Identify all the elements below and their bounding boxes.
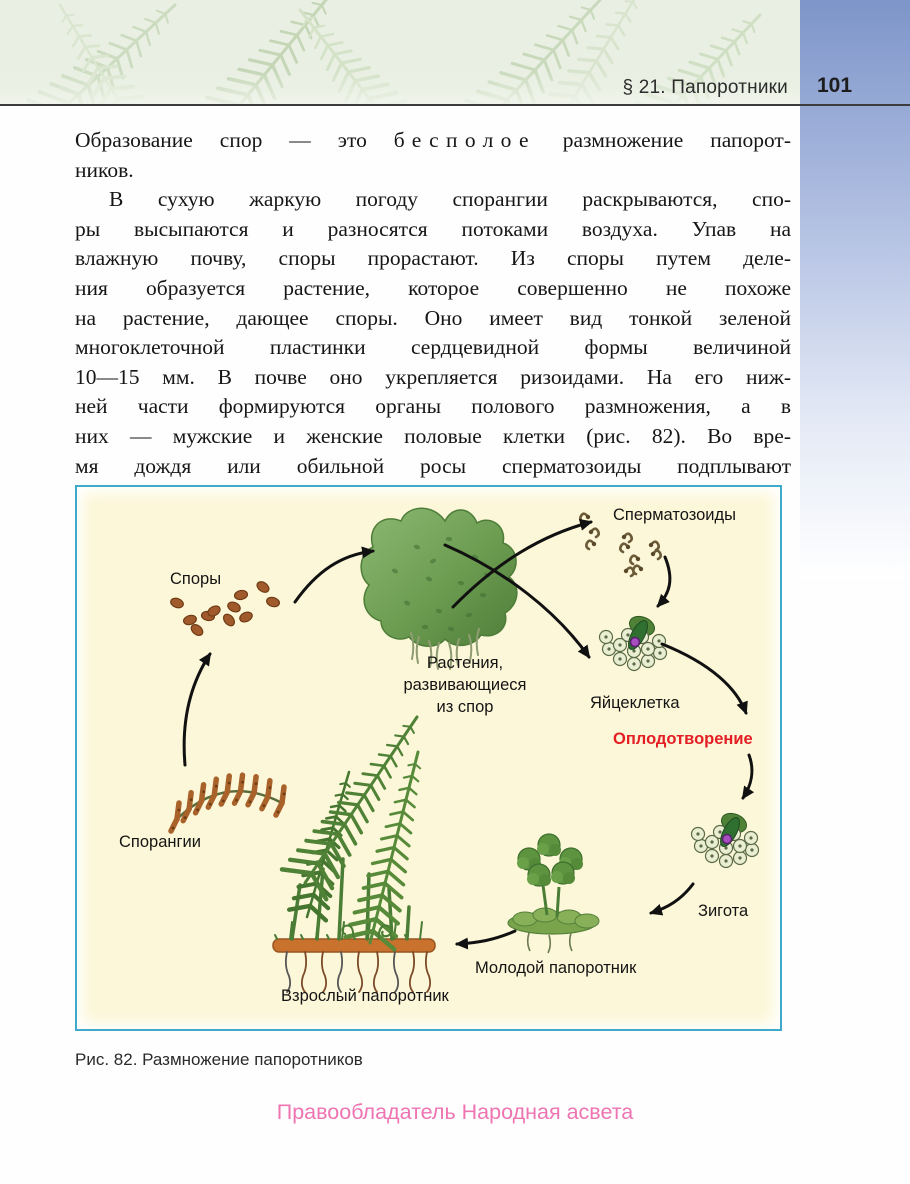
label-plants-from-spores [390, 652, 540, 718]
body-text-line: ников. [75, 157, 134, 182]
label-line: Растения, [426, 654, 504, 672]
body-text-segment: Образование спор — это [75, 128, 394, 152]
body-text-line [75, 126, 791, 156]
label-young-fern: Молодой папоротник [475, 959, 637, 977]
label-sporangia: Спорангии [119, 833, 201, 851]
fern-lifecycle-illustration [77, 487, 780, 1029]
body-text-line: В сухую жаркую погоду спорангии раскрываются, спо- [109, 187, 791, 212]
body-text [75, 126, 791, 481]
figure-box [75, 485, 782, 1031]
page-number: 101 [817, 74, 853, 97]
header-rule [0, 104, 910, 106]
body-text-line: ней части формируются органы полового размножения, а в [75, 394, 791, 419]
body-text-line: ры высыпаются и разносятся потоками воздуха. Упав на [75, 216, 791, 241]
label-spores: Споры [170, 570, 222, 588]
body-text-line: них — мужские и женские половые клетки (рис. 82). Во вре- [75, 423, 791, 448]
label-spermatozoids: Сперматозоиды [613, 506, 736, 524]
body-text-line: на растение, дающее споры. Оно имеет вид тонкой зеленой [75, 305, 791, 330]
label-egg-cell: Яйцеклетка [590, 694, 680, 712]
label-zygote: Зигота [698, 902, 749, 920]
body-text-line: влажную почву, споры прорастают. Из споры путем деле- [75, 246, 791, 271]
body-text-line: ния образуется растение, которое совершенно не похоже [75, 275, 791, 300]
label-fertilization: Оплодотворение [613, 730, 753, 748]
section-title: § 21. Папоротники [622, 77, 788, 98]
emphasized-word: бесполое [393, 128, 536, 152]
footer-copyright: Правообладатель Народная асвета [276, 1100, 634, 1124]
label-adult-fern: Взрослый папоротник [281, 987, 449, 1005]
body-text-segment: размножение папорот- [535, 128, 791, 152]
body-text-line: многоклеточной пластинки сердцевидной формы величиной [75, 335, 791, 360]
figure-caption: Рис. 82. Размножение папоротников [75, 1050, 363, 1069]
body-text-line: 10—15 мм. В почве оно укрепляется ризоидами. На его ниж- [75, 364, 791, 389]
body-text-line: мя дождя или обильной росы сперматозоиды подплывают [75, 453, 791, 478]
label-line: из спор [436, 698, 494, 716]
label-line: развивающиеся [403, 676, 527, 694]
